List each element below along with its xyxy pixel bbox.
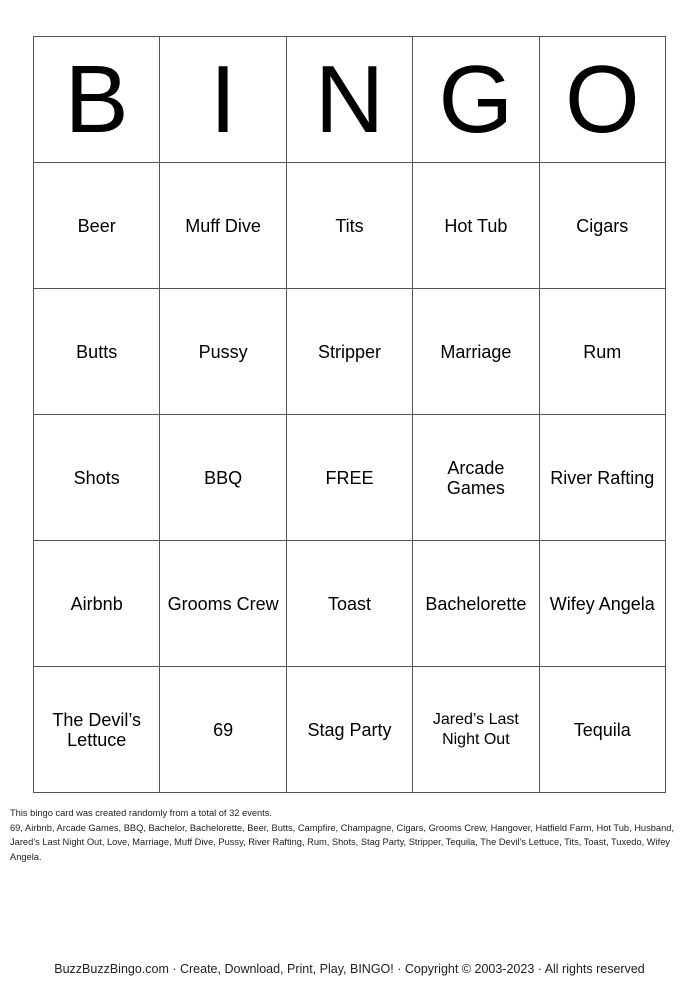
bingo-cell: BBQ [160,415,286,541]
header-letter-n: N [286,37,412,163]
bingo-row-1 [34,163,666,289]
bingo-cell: Stripper [286,289,412,415]
bingo-cell: Arcade Games [413,415,539,541]
bingo-row-2 [34,289,666,415]
bingo-cell: Muff Dive [160,163,286,289]
footer-event-list: 69, Airbnb, Arcade Games, BBQ, Bachelor, Bachelorette, Beer, Butts, Campfire, Champagne, Cigars, Grooms Crew, Hangover, Hatfield Farm, Hot Tub, Husband, Jared’s Last Night Out, Love, Marriage, Muff Dive, Pussy, River Rafting, Rum, Shots, Stag Party, Stripper, Tequila, The Devil’s Lettuce, Tits, Toast, Tuxedo, Wifey Angela. [10,822,675,862]
card-footer [10,806,690,864]
bingo-row-3 [34,415,666,541]
bingo-cell: Butts [34,289,160,415]
bingo-cell: Jared’s Last Night Out [413,667,539,793]
copyright-line: BuzzBuzzBingo.com · Create, Download, Print, Play, BINGO! · Copyright © 2003-2023 · All rights reserved [54,962,645,976]
bingo-cell: Tits [286,163,412,289]
bingo-cell: Stag Party [286,667,412,793]
footer-note: This bingo card was created randomly from a total of 32 events. [10,808,272,818]
bingo-cell: Wifey Angela [539,541,665,667]
bingo-cell: River Rafting [539,415,665,541]
bingo-row-4 [34,541,666,667]
header-letter-o: O [539,37,665,163]
header-letter-b: B [34,37,160,163]
bingo-cell: 69 [160,667,286,793]
bingo-cell: The Devil’s Lettuce [34,667,160,793]
bingo-cell: Hot Tub [413,163,539,289]
bingo-row-5 [34,667,666,793]
bingo-cell: Beer [34,163,160,289]
bingo-header-row [34,37,666,163]
bingo-cell: Tequila [539,667,665,793]
free-space-cell: FREE [286,415,412,541]
bingo-cell: Pussy [160,289,286,415]
bingo-cell: Toast [286,541,412,667]
bingo-cell: Cigars [539,163,665,289]
bingo-cell: Airbnb [34,541,160,667]
bingo-cell: Bachelorette [413,541,539,667]
header-letter-i: I [160,37,286,163]
header-letter-g: G [413,37,539,163]
bingo-cell: Shots [34,415,160,541]
bingo-cell: Marriage [413,289,539,415]
bingo-card [33,36,666,793]
bingo-cell: Rum [539,289,665,415]
bingo-cell: Grooms Crew [160,541,286,667]
